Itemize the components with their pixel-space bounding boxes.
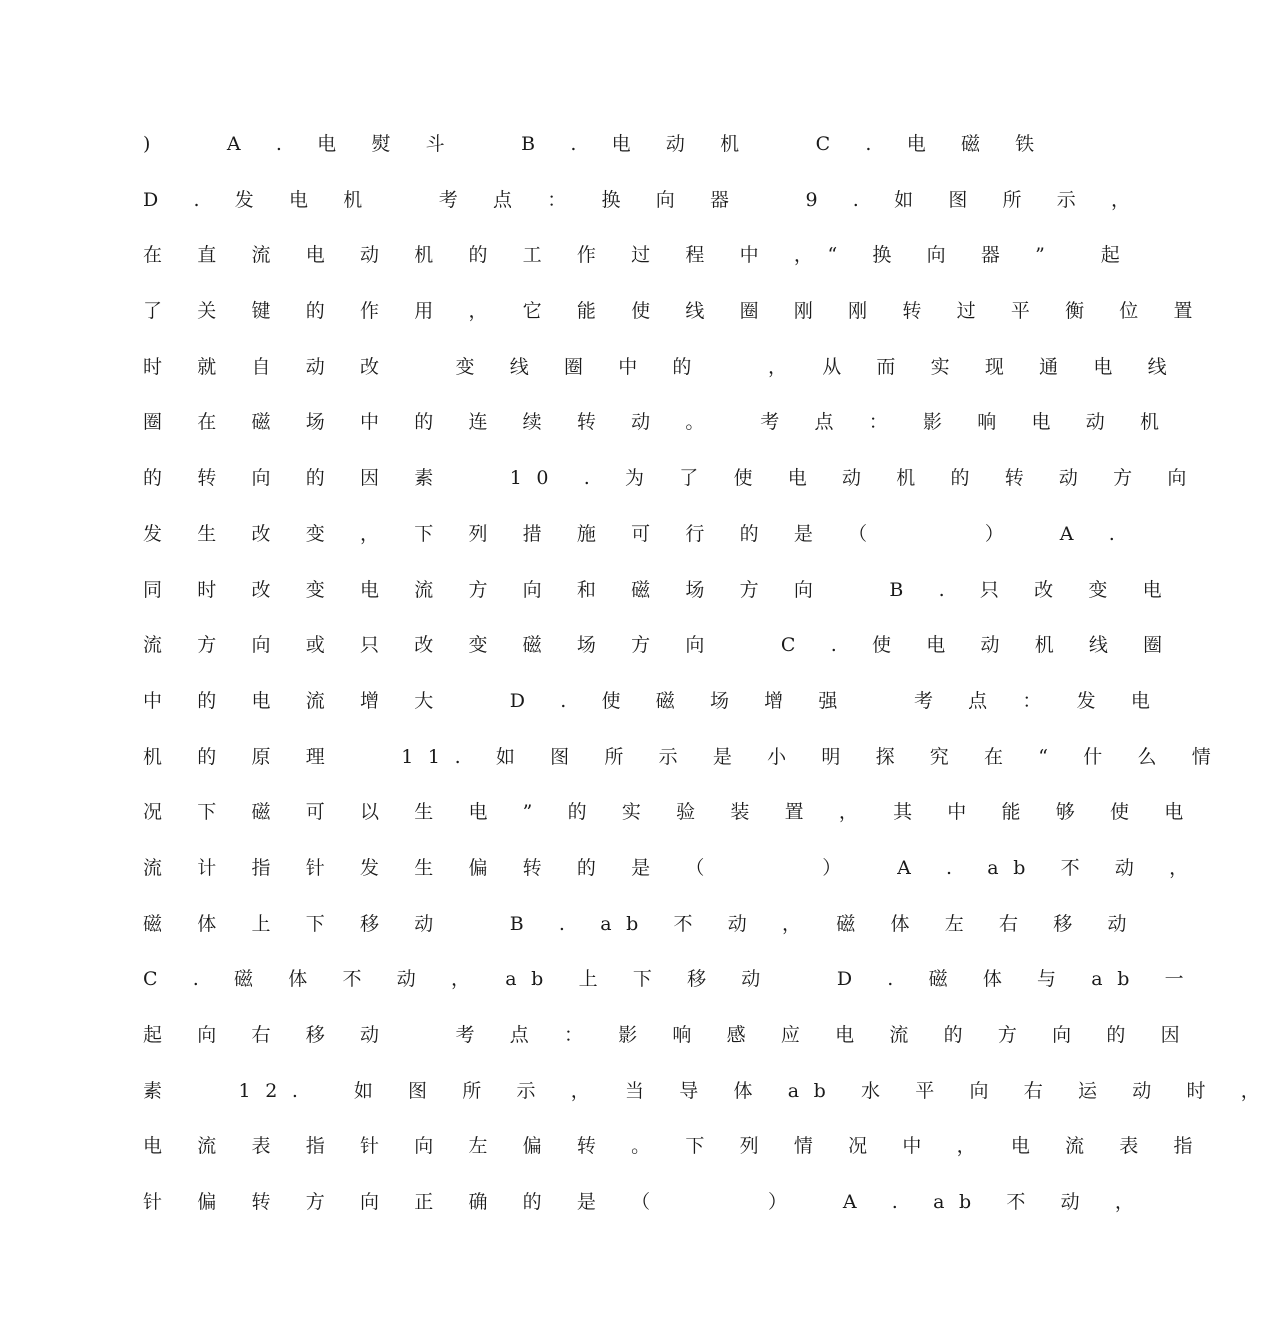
text-line: 针 偏 转 方 向 正 确 的 是 （ ） A . ab 不 动 ， (143, 1191, 1149, 1214)
text-line: 素 12. 如 图 所 示 ， 当 导 体 ab 水 平 向 右 运 动 时 ， (143, 1079, 1274, 1102)
text-line: 在 直 流 电 动 机 的 工 作 过 程 中 ，“ 换 向 器 ” 起 (143, 244, 1135, 267)
text-line: 的 转 向 的 因 素 10 . 为 了 使 电 动 机 的 转 动 方 向 (143, 467, 1202, 490)
text-line: D . 发 电 机 考 点 ： 换 向 器 9 . 如 图 所 示 ， (143, 188, 1145, 211)
text-line: 中 的 电 流 增 大 D . 使 磁 场 增 强 考 点 ： 发 电 (143, 689, 1165, 712)
text-line: 磁 体 上 下 移 动 B . ab 不 动 ， 磁 体 左 右 移 动 (143, 912, 1142, 935)
text-line: 机 的 原 理 11. 如 图 所 示 是 小 明 探 究 在 “ 什 么 情 (143, 745, 1226, 768)
text-line: C . 磁 体 不 动 ， ab 上 下 移 动 D . 磁 体 与 ab 一 (143, 968, 1199, 991)
text-line: 流 计 指 针 发 生 偏 转 的 是 （ ） A . ab 不 动 ， (143, 856, 1203, 879)
text-line: 发 生 改 变 ， 下 列 措 施 可 行 的 是 （ ） A . (143, 522, 1130, 545)
text-line: 同 时 改 变 电 流 方 向 和 磁 场 方 向 B . 只 改 变 电 (143, 578, 1177, 601)
text-line: 况 下 磁 可 以 生 电 ” 的 实 验 装 置 ， 其 中 能 够 使 电 (143, 801, 1198, 824)
text-line: 起 向 右 移 动 考 点 ： 影 响 感 应 电 流 的 方 向 的 因 (143, 1024, 1195, 1046)
text-line: ) A . 电 熨 斗 B . 电 动 机 C . 电 磁 铁 (143, 133, 1049, 155)
text-line: 了 关 键 的 作 用 ， 它 能 使 线 圈 刚 刚 转 过 平 衡 位 置 (143, 300, 1208, 323)
text-line: 圈 在 磁 场 中 的 连 续 转 动 。 考 点 ： 影 响 电 动 机 (143, 411, 1174, 434)
text-line: 电 流 表 指 针 向 左 偏 转 。 下 列 情 况 中 ， 电 流 表 指 (143, 1135, 1208, 1158)
body-text (143, 126, 1274, 1240)
text-line: 时 就 自 动 改 变 线 圈 中 的 ， 从 而 实 现 通 电 线 (143, 355, 1182, 378)
text-line: 流 方 向 或 只 改 变 磁 场 方 向 C . 使 电 动 机 线 圈 (143, 634, 1177, 657)
